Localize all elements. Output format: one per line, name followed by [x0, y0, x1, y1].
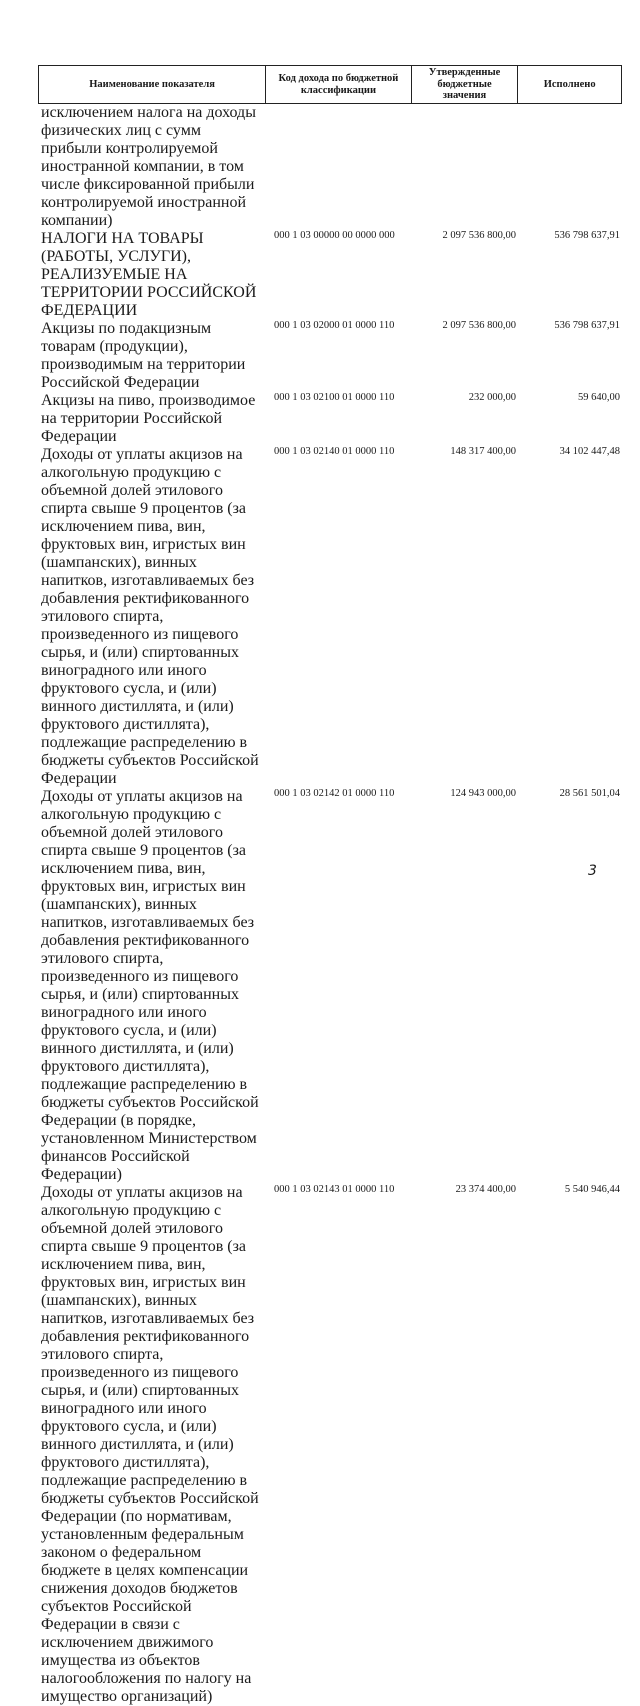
row-code: 000 1 03 02142 01 0000 110 — [274, 788, 395, 799]
table-row — [38, 230, 622, 320]
table-body — [38, 104, 622, 1706]
row-name: Акцизы на пиво, производимое на территории Российской Федерации — [41, 392, 256, 445]
table-row — [38, 320, 622, 392]
table-row — [38, 788, 622, 1184]
table-header — [38, 65, 622, 104]
row-plan: 148 317 400,00 — [450, 446, 516, 457]
row-executed: 536 798 637,91 — [554, 230, 620, 241]
row-name: Доходы от уплаты акцизов на алкогольную продукцию с объемной долей этилового спирта свыше 9 процентов (за исключением пива, вин, фруктовых вин, игристых вин (шампанских), винных напитков, изготавливаемых без добавления ректификованного этилового спирта, произведенного из пищевого сырья, и (или) спиртованных виноградного или иного фруктового сусла, и (или) винного дистиллята, и (или) фруктового дистиллята), подлежащие распределению в бюджеты субъектов Российской Федерации — [41, 446, 259, 787]
row-name: Акцизы по подакцизным товарам (продукции), производимым на территории Российской Федерации — [41, 320, 246, 391]
row-name: Доходы от уплаты акцизов на алкогольную продукцию с объемной долей этилового спирта свыше 9 процентов (за исключением пива, вин, фруктовых вин, игристых вин (шампанских), винных напитков, изготавливаемых без добавления ректификованного этилового спирта, произведенного из пищевого сырья, и (или) спиртованных виноградного или иного фруктового сусла, и (или) винного дистиллята, и (или) фруктового дистиллята), подлежащие распределению в бюджеты субъектов Российской Федерации (по нормативам, установленным федеральным законом о федеральном бюджете в целях компенсации снижения доходов бюджетов субъектов Российской Федерации в связи с исключением движимого имущества из объектов налогообложения по налогу на имущество организаций) — [41, 1184, 259, 1705]
table-row — [38, 1184, 622, 1706]
row-plan: 124 943 000,00 — [450, 788, 516, 799]
row-executed: 5 540 946,44 — [564, 1184, 620, 1195]
row-code: 000 1 03 02143 01 0000 110 — [274, 1184, 395, 1195]
header-executed: Исполнено — [543, 78, 596, 90]
header-name: Наименование показателя — [39, 66, 266, 103]
row-name: Доходы от уплаты акцизов на алкогольную продукцию с объемной долей этилового спирта свыше 9 процентов (за исключением пива, вин, фруктовых вин, игристых вин (шампанских), винных напитков, изготавливаемых без добавления ректификованного этилового спирта, произведенного из пищевого сырья, и (или) спиртованных виноградного или иного фруктового сусла, и (или) винного дистиллята, и (или) фруктового дистиллята), подлежащие распределению в бюджеты субъектов Российской Федерации (в порядке, установленном Министерством финансов Российской Федерации) — [41, 788, 259, 1183]
table-row — [38, 104, 622, 230]
header-plan: Утвержденные бюджетные значения — [412, 66, 519, 103]
page-number: 3 — [588, 863, 597, 879]
row-plan: 232 000,00 — [468, 392, 516, 403]
header-code: Код дохода по бюджетной классификации — [266, 66, 412, 103]
row-code: 000 1 03 00000 00 0000 000 — [274, 230, 395, 241]
row-plan: 23 374 400,00 — [455, 1184, 516, 1195]
table-row — [38, 392, 622, 446]
row-executed: 536 798 637,91 — [554, 320, 620, 331]
row-code: 000 1 03 02000 01 0000 110 — [274, 320, 395, 331]
row-plan: 2 097 536 800,00 — [442, 320, 516, 331]
row-plan: 2 097 536 800,00 — [442, 230, 516, 241]
row-name: исключением налога на доходы физических лиц с сумм прибыли контролируемой иностранной компании, в том числе фиксированной прибыли контролируемой иностранной компании) — [41, 104, 256, 229]
row-executed: 34 102 447,48 — [559, 446, 620, 457]
row-executed: 28 561 501,04 — [559, 788, 620, 799]
row-code: 000 1 03 02100 01 0000 110 — [274, 392, 395, 403]
row-code: 000 1 03 02140 01 0000 110 — [274, 446, 395, 457]
row-name: НАЛОГИ НА ТОВАРЫ (РАБОТЫ, УСЛУГИ), РЕАЛИЗУЕМЫЕ НА ТЕРРИТОРИИ РОССИЙСКОЙ ФЕДЕРАЦИИ — [41, 230, 257, 319]
row-executed: 59 640,00 — [578, 392, 620, 403]
table-row — [38, 446, 622, 788]
